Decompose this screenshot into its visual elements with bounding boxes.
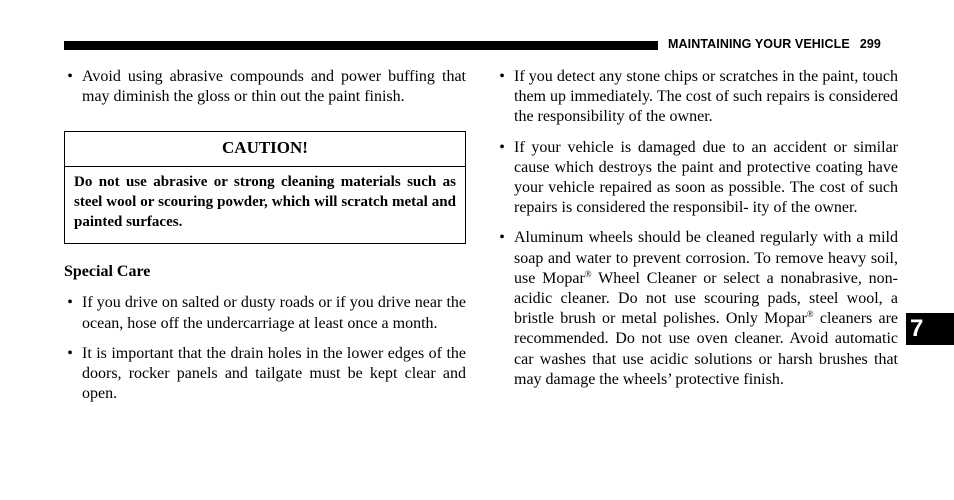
bullet-icon: • bbox=[499, 68, 505, 85]
chapter-tab: 7 bbox=[906, 313, 954, 345]
bullet-icon: • bbox=[67, 294, 73, 312]
list-item bbox=[496, 228, 898, 390]
running-header bbox=[668, 37, 881, 51]
bullet-icon: • bbox=[499, 229, 505, 247]
caution-text: Do not use abrasive or strong cleaning materials such as steel wool or scouring powder, which will scratch metal and painted surfaces. bbox=[74, 173, 456, 231]
bullet-icon: • bbox=[67, 68, 73, 85]
caution-box bbox=[64, 131, 466, 244]
bullet-icon: • bbox=[67, 344, 73, 362]
bullet-icon: • bbox=[499, 138, 505, 156]
header-rule bbox=[64, 41, 658, 50]
list-item bbox=[64, 344, 466, 405]
section-title: MAINTAINING YOUR VEHICLE bbox=[668, 37, 850, 51]
list-item-text: If you detect any stone chips or scratches in the paint, touch them up immediately. The cost of such repairs is considered the responsibility of the owner. bbox=[514, 68, 898, 126]
list-item-text: If you drive on salted or dusty roads or if you drive near the ocean, hose off the undercarriage at least once a month. bbox=[82, 294, 466, 332]
wheel-text-part-2: Wheel Cleaner or select a nonabrasive, non-acidic cleaner. Do not use scouring pads, steel wool, a bristle brush or metal polishes. Only Mopar bbox=[514, 269, 898, 328]
left-column bbox=[64, 67, 466, 414]
section-subheading: Special Care bbox=[64, 263, 151, 281]
list-item-text bbox=[514, 229, 898, 387]
list-item-text: Avoid using abrasive compounds and power buffing that may diminish the gloss or thin out the paint finish. bbox=[82, 68, 466, 106]
page-number: 299 bbox=[859, 37, 881, 51]
registered-mark: ® bbox=[584, 268, 592, 279]
right-column bbox=[496, 67, 898, 400]
list-item bbox=[64, 67, 466, 107]
list-item-text: It is important that the drain holes in the lower edges of the doors, rocker panels and tailgate must be kept clear and open. bbox=[82, 344, 466, 403]
list-item-text: If your vehicle is damaged due to an accident or similar cause which destroys the paint and protective coating have your vehicle repaired as soon as possible. The cost of such repairs is considered the responsibil- ity of the owner. bbox=[514, 138, 898, 217]
list-item bbox=[496, 138, 898, 219]
list-item bbox=[496, 67, 898, 128]
caution-title: CAUTION! bbox=[65, 132, 465, 166]
registered-mark: ® bbox=[806, 309, 814, 320]
wheel-text-part-3: cleaners are recommended. Do not use oven cleaner. Avoid automatic car washes that use acidic solutions or harsh brushes that may damage the wheels’ protective finish. bbox=[514, 310, 899, 388]
wheel-text-part-1: Aluminum wheels should be cleaned regularly with a mild soap and water to prevent corrosion. To remove heavy soil, use Mopar bbox=[514, 229, 898, 287]
list-item bbox=[64, 293, 466, 333]
